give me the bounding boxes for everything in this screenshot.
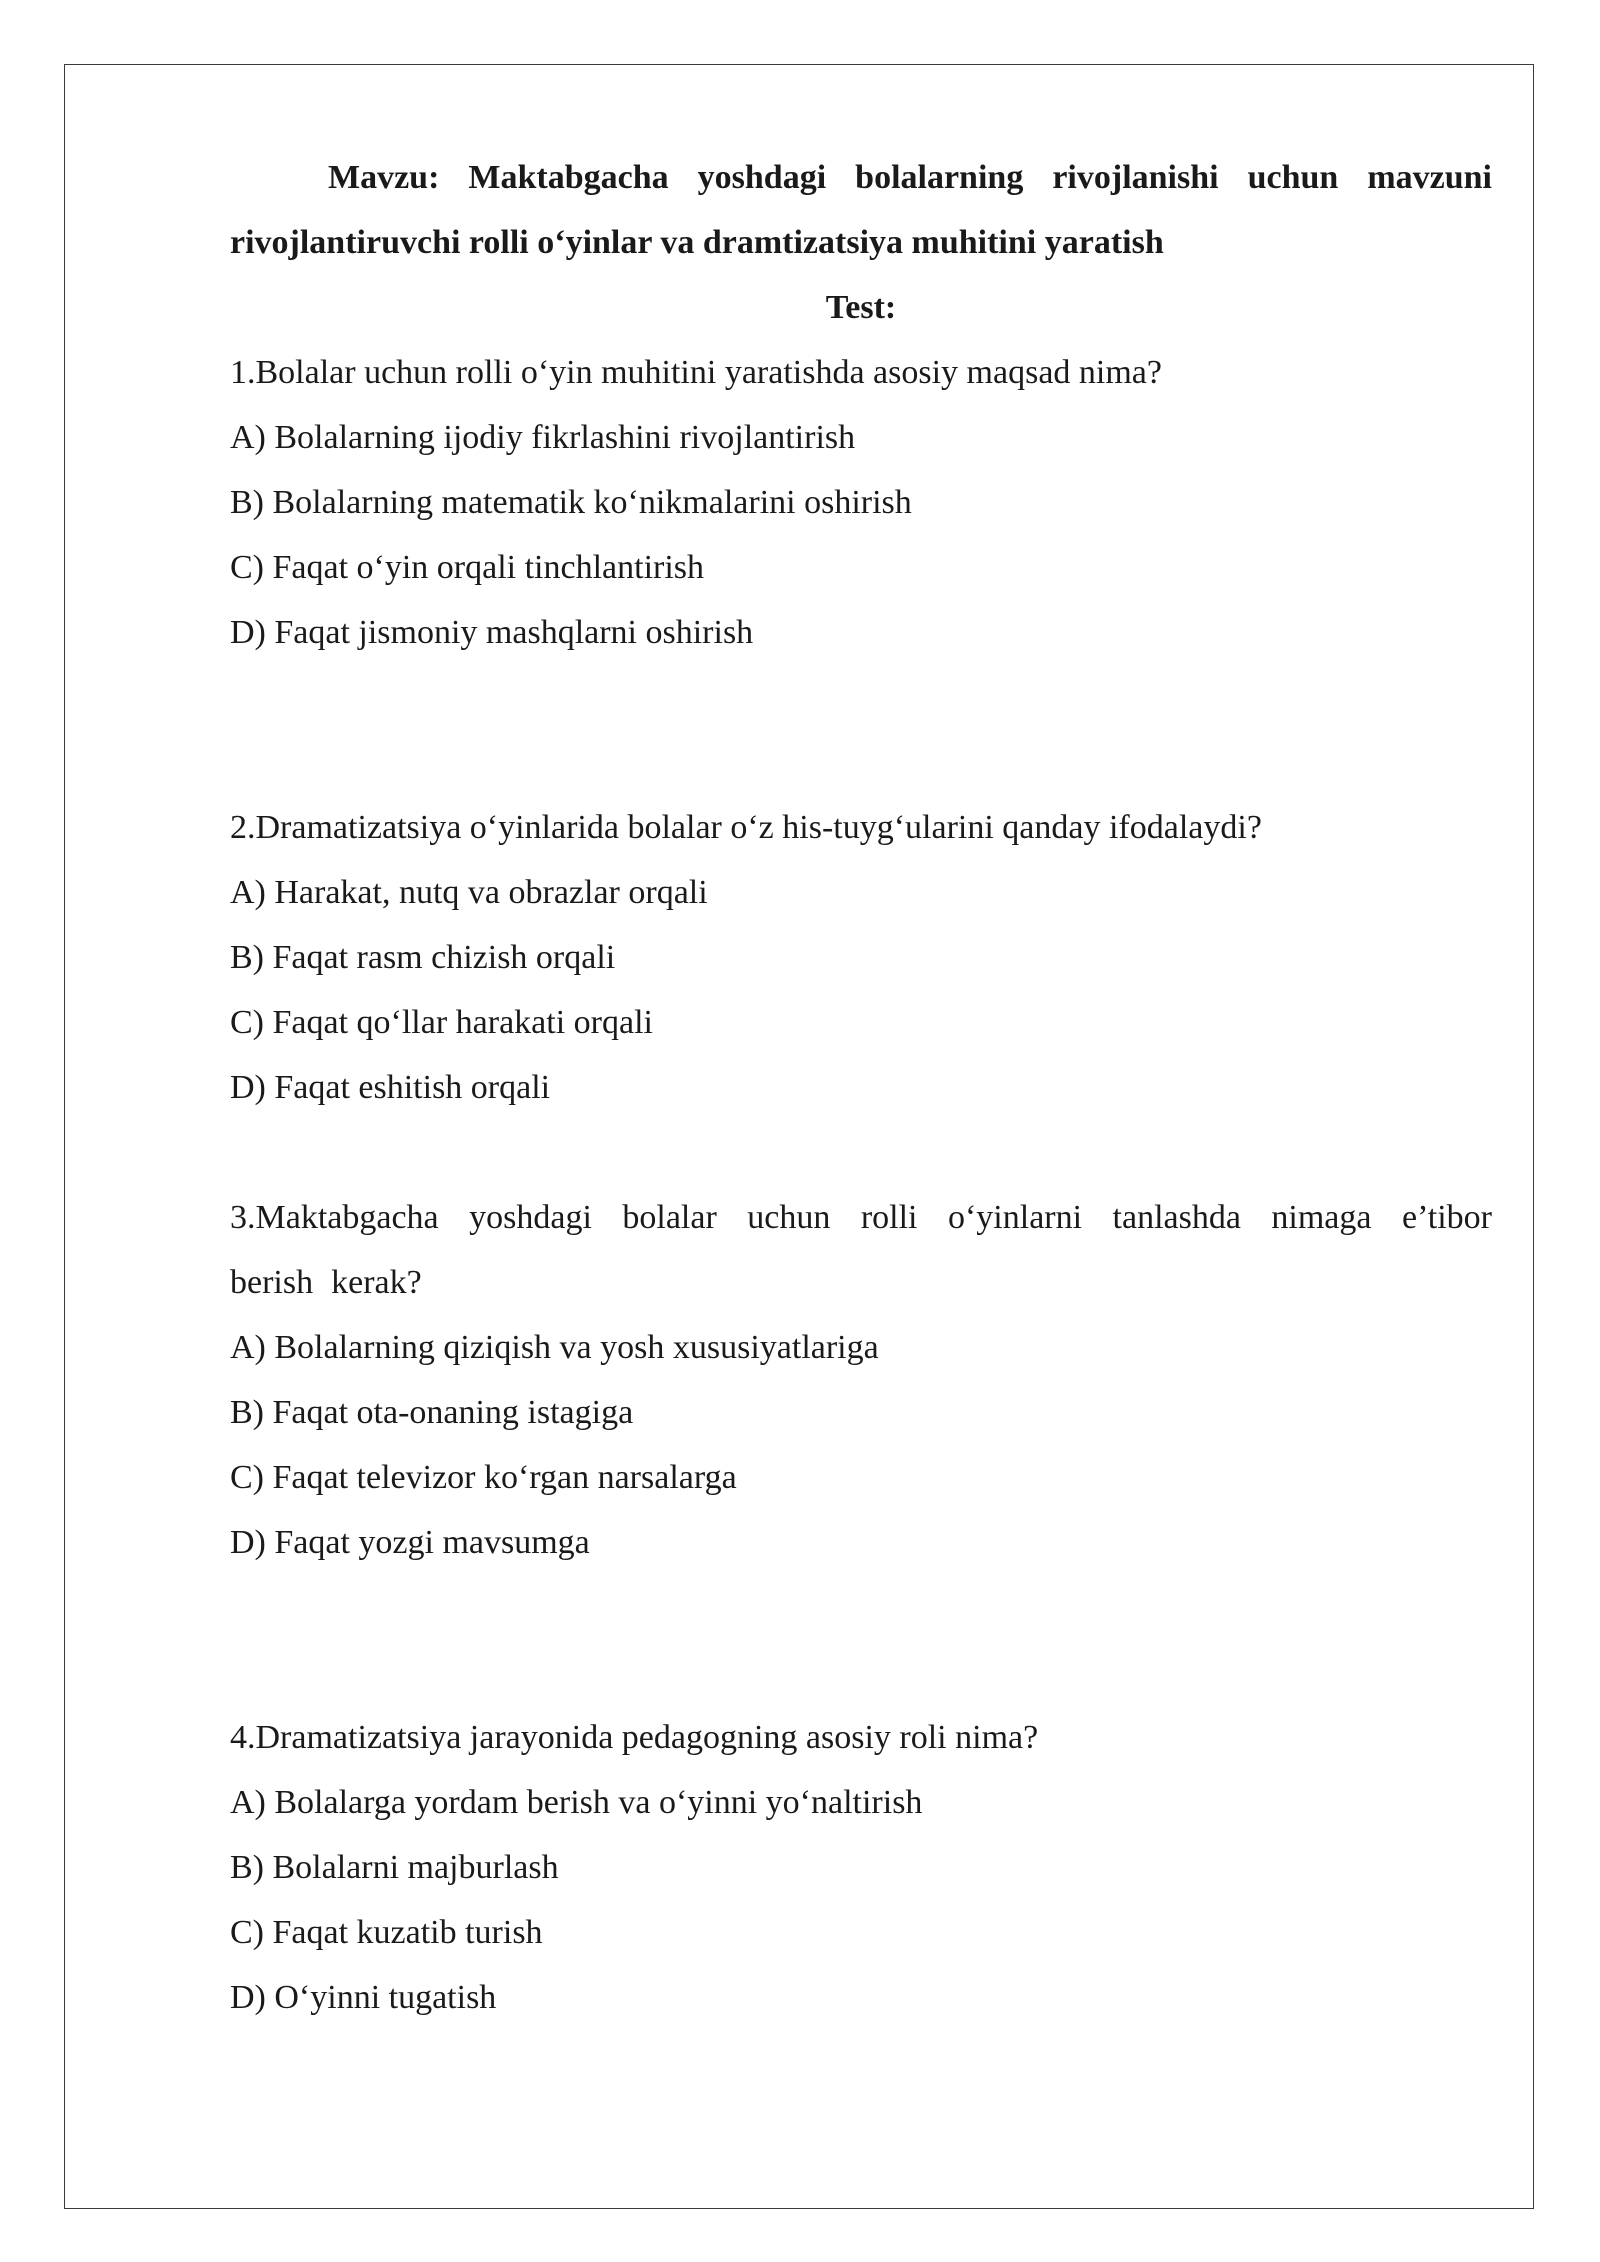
spacer [230,1120,1492,1185]
answer-option-c: C) Faqat televizor ko‘rgan narsalarga [230,1459,737,1496]
answer-option-c: C) Faqat kuzatib turish [230,1914,543,1951]
answer-option-b: B) Bolalarning matematik ko‘nikmalarini oshirish [230,484,912,521]
question-3 [230,1185,1492,1575]
question-2 [230,795,1492,1120]
answer-option-d: D) Faqat yozgi mavsumga [230,1524,590,1561]
spacer [230,665,1492,795]
answer-option-a: A) Bolalarning qiziqish va yosh xususiyatlariga [230,1329,879,1366]
question-text: 2.Dramatizatsiya o‘yinlarida bolalar o‘z his-tuyg‘ularini qanday ifodalaydi? [230,809,1262,846]
answer-option-b: B) Faqat rasm chizish orqali [230,939,616,976]
answer-option-c: C) Faqat qo‘llar harakati orqali [230,1004,653,1041]
document-body [230,145,1492,2030]
answer-option-b: B) Faqat ota-onaning istagiga [230,1394,634,1431]
answer-option-d: D) O‘yinni tugatish [230,1979,497,2016]
question-text: 1.Bolalar uchun rolli o‘yin muhitini yaratishda asosiy maqsad nima? [230,354,1162,391]
test-heading: Test: [825,289,897,326]
document-title: Mavzu: Maktabgacha yoshdagi bolalarning rivojlanishi uchun mavzuni rivojlantiruvchi rolli o‘yinlar va dramtizatsiya muhitini yaratish [230,159,1492,261]
spacer [230,1575,1492,1705]
answer-option-a: A) Bolalarga yordam berish va o‘yinni yo‘naltirish [230,1784,923,1821]
question-4 [230,1705,1492,2030]
question-text: 4.Dramatizatsiya jarayonida pedagogning asosiy roli nima? [230,1719,1039,1756]
question-text: 3.Maktabgacha yoshdagi bolalar uchun rolli o‘yinlarni tanlashda nimaga e’tibor berish kerak? [230,1199,1492,1301]
answer-option-c: C) Faqat o‘yin orqali tinchlantirish [230,549,705,586]
answer-option-a: A) Harakat, nutq va obrazlar orqali [230,874,708,911]
answer-option-d: D) Faqat eshitish orqali [230,1069,551,1106]
answer-option-d: D) Faqat jismoniy mashqlarni oshirish [230,614,754,651]
question-1 [230,340,1492,665]
answer-option-a: A) Bolalarning ijodiy fikrlashini rivojlantirish [230,419,856,456]
answer-option-b: B) Bolalarni majburlash [230,1849,559,1886]
